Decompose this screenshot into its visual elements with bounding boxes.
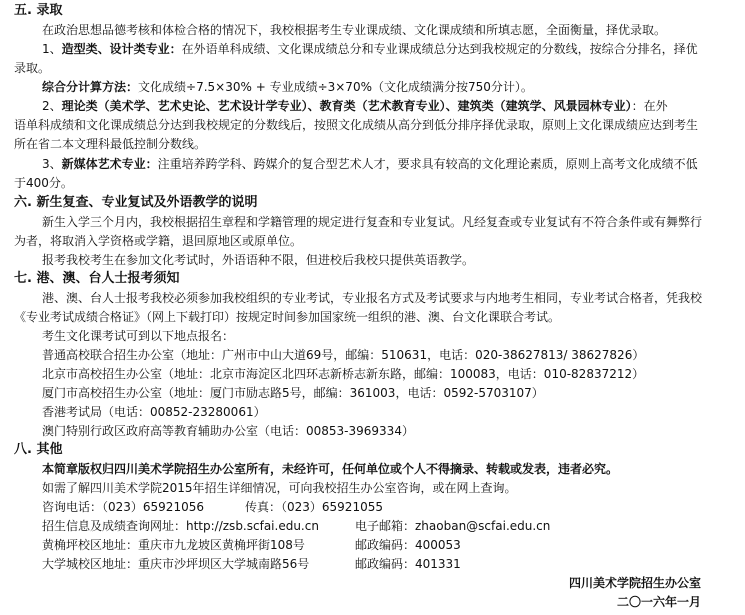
s5-p1 (42, 41, 698, 57)
s8-email: 电子邮箱：zhaoban@scfai.edu.cn (355, 519, 551, 533)
section-8-heading: 八. 其他 (14, 442, 63, 457)
s5-p3-text: 注重培养跨学科、跨媒介的复合型艺术人才，要求具有较高的文化理论素质，原则上高考文化成绩不低 (157, 157, 698, 171)
s7-para-a: 港、澳、台人士报考我校必须参加我校组织的专业考试，专业报名方式及考试要求与内地考生相同，专业考试合格者，凭我校 (42, 291, 703, 305)
s5-p3 (42, 156, 698, 172)
s5-p1-num: 1、 (42, 42, 62, 56)
s6-para-c: 报考我校考生在参加文化考试时，外语语种不限，但进校后我校只提供英语教学。 (42, 253, 475, 267)
s7-office-macau: 澳门特别行政区政府高等教育辅助办公室（电话：00853-3969334） (42, 424, 414, 438)
s5-p2 (42, 98, 668, 114)
section-7-heading: 七. 港、澳、台人士报考须知 (14, 271, 180, 286)
s8-copyright: 本简章版权归四川美术学院招生办公室所有，未经许可，任何单位或个人不得摘录、转载或发表，违者必究。 (42, 462, 619, 476)
s8-zip-daxuecheng: 邮政编码：401331 (355, 557, 461, 571)
s5-p3-num: 3、 (42, 157, 62, 171)
s5-formula-text: 文化成绩÷7.5×30% + 专业成绩÷3×70%（文化成绩满分按750分计）。 (138, 80, 533, 94)
s8-consult-phone: 咨询电话：（023）65921056 (42, 500, 204, 514)
s5-p1-bold: 造型类、设计类专业： (61, 42, 182, 56)
section-5-heading: 五. 录取 (14, 3, 63, 18)
s6-para-b: 为者，将取消入学资格或学籍，退回原地区或原单位。 (14, 234, 303, 248)
s5-p2-colon: ：在外 (631, 99, 668, 113)
s7-office-guangzhou: 普通高校联合招生办公室（地址：广州市中山大道69号，邮编：510631，电话：020-38627813/ 38627826） (42, 348, 645, 362)
s5-p2-num: 2、 (42, 99, 62, 113)
s5-p3-cont: 于400分。 (14, 176, 73, 190)
s8-zip-huangjueping: 邮政编码：400053 (355, 538, 461, 552)
s6-para-a: 新生入学三个月内，我校根据招生章程和学籍管理的规定进行复查和专业复试。凡经复查或专业复试有不符合条件或有舞弊行 (42, 215, 703, 229)
signature-office: 四川美术学院招生办公室 (568, 576, 701, 590)
s5-p2-cont1: 语单科成绩和文化课成绩总分达到我校规定的分数线后，按照文化成绩从高分到低分排序择优录取，原则上文化课成绩应达到考生 (14, 118, 699, 132)
s5-formula-label: 综合分计算方法： (42, 80, 139, 94)
s8-fax: 传真：（023）65921055 (245, 500, 383, 514)
s5-intro: 在政治思想品德考核和体检合格的情况下，我校根据考生专业课成绩、文化课成绩和所填志愿，全面衡量，择优录取。 (42, 23, 667, 37)
section-6-heading: 六. 新生复查、专业复试及外语教学的说明 (14, 195, 258, 210)
s7-office-xiamen: 厦门市高校招生办公室（地址：厦门市励志路5号，邮编：361003，电话：0592-5703107） (42, 386, 544, 400)
s5-p2-cont2: 所在省二本文理科最低控制分数线。 (14, 137, 207, 151)
s8-campus-daxuecheng: 大学城校区地址：重庆市沙坪坝区大学城南路56号 (42, 557, 310, 571)
s8-website: 招生信息及成绩查询网址：http://zsb.scfai.edu.cn (42, 519, 319, 533)
s7-office-hongkong: 香港考试局（电话：00852-23280061） (42, 405, 266, 419)
s7-para-c: 考生文化课考试可到以下地点报名： (42, 329, 235, 343)
s5-p1-text: 在外语单科成绩、文化课成绩总分和专业课成绩总分达到我校规定的分数线，按综合分排名，择优 (181, 42, 698, 56)
s7-para-b: 《专业考试成绩合格证》（网上下载打印）按规定时间参加国家统一组织的港、澳、台文化课联合考试。 (14, 310, 561, 324)
s5-formula (42, 79, 533, 95)
s8-campus-huangjueping: 黄桷坪校区地址：重庆市九龙坡区黄桷坪街108号 (42, 538, 305, 552)
signature-date: 二〇一六年一月 (616, 595, 701, 609)
s8-note: 如需了解四川美术学院2015年招生详细情况，可向我校招生办公室咨询，或在网上查询。 (42, 481, 517, 495)
s7-office-beijing: 北京市高校招生办公室（地址：北京市海淀区北四环志新桥志新东路，邮编：100083，电话：010-82837212） (42, 367, 645, 381)
s5-p1-cont: 录取。 (14, 61, 51, 75)
s5-p2-bold: 理论类（美术学、艺术史论、艺术设计学专业）、教育类（艺术教育专业）、建筑类（建筑学、风景园林专业） (61, 99, 632, 113)
s5-p3-bold: 新媒体艺术专业： (61, 157, 158, 171)
